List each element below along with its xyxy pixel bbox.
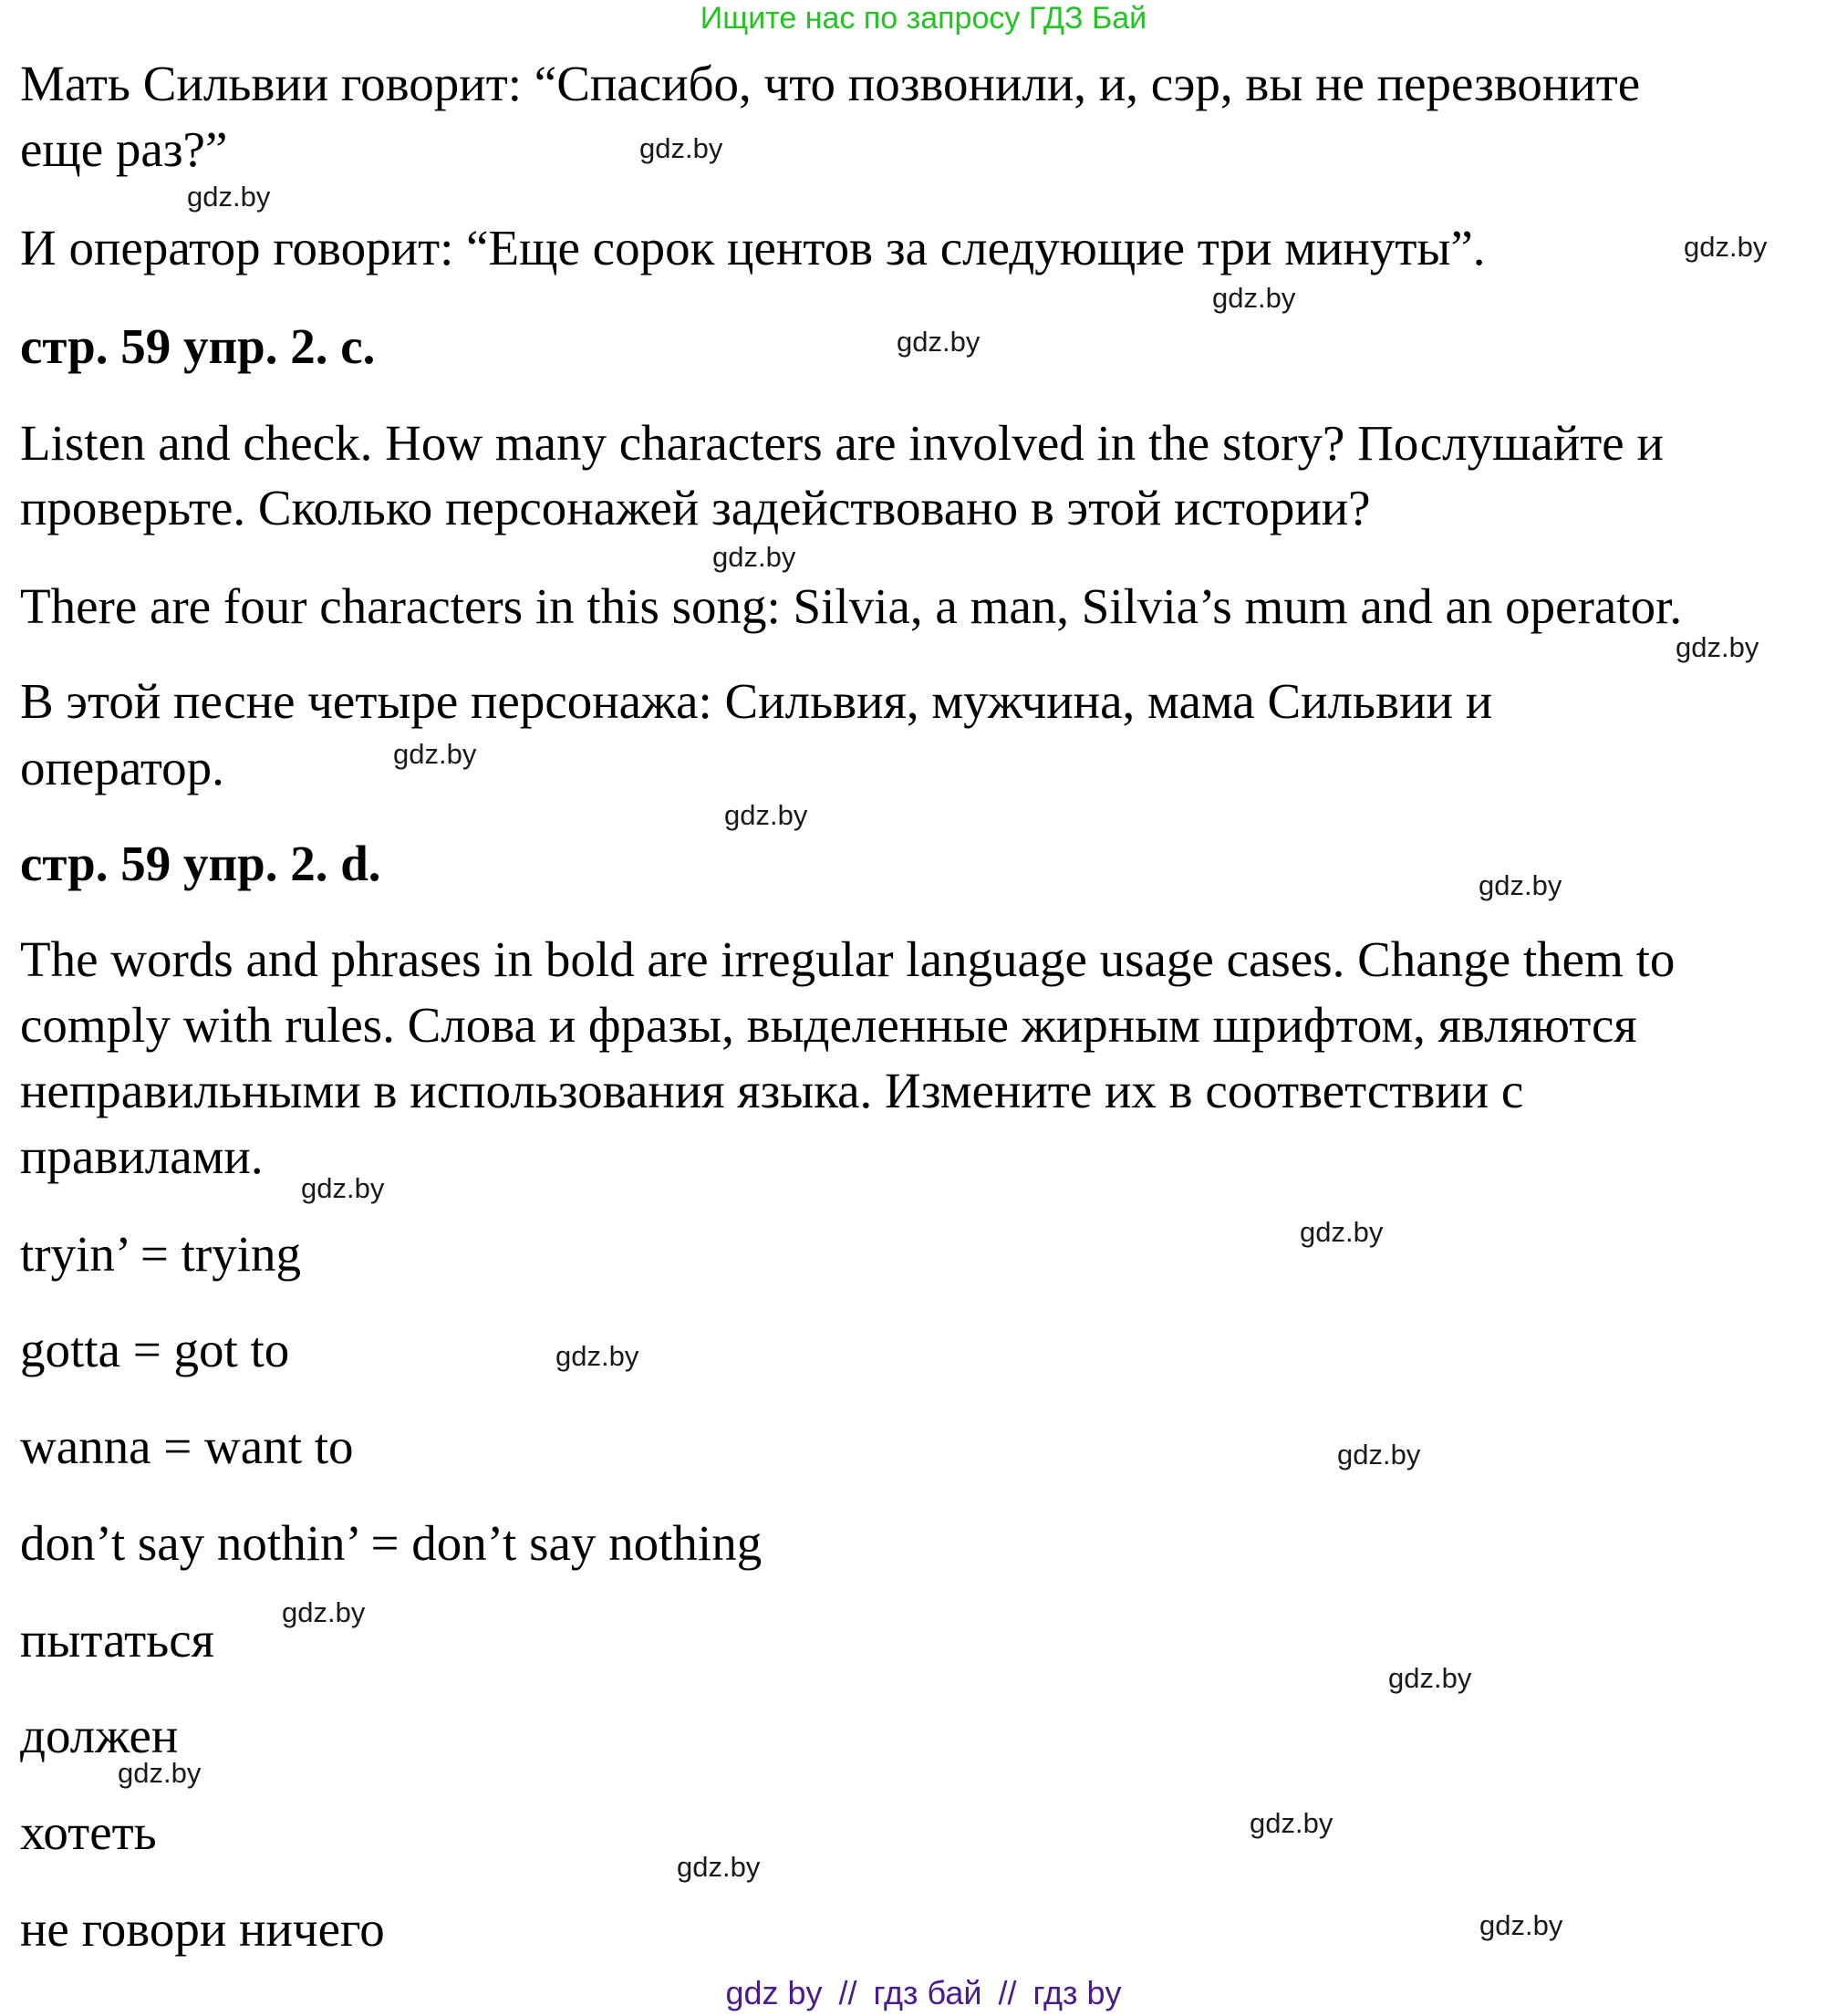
watermark: gdz.by xyxy=(1479,1909,1563,1941)
text-line: comply with rules. Слова и фразы, выделенные жирным шрифтом, являются xyxy=(20,997,1637,1053)
text-line: И оператор говорит: “Еще сорок центов за следующие три минуты”. xyxy=(20,220,1486,275)
footer-part: gdz by xyxy=(725,1974,823,2011)
watermark: gdz.by xyxy=(555,1340,639,1372)
watermark: gdz.by xyxy=(1337,1439,1421,1470)
text-line: В этой песне четыре персонажа: Сильвия, мужчина, мама Сильвии и xyxy=(20,673,1493,729)
watermark: gdz.by xyxy=(187,181,271,213)
top-banner: Ищите нас по запросу ГДЗ Бай xyxy=(700,1,1147,36)
answer-line: gotta = got to xyxy=(20,1322,290,1377)
answer-line: don’t say nothin’ = don’t say nothing xyxy=(20,1515,763,1571)
text-line: оператор. xyxy=(20,740,224,795)
answer-line: должен xyxy=(20,1708,179,1763)
watermark: gdz.by xyxy=(1684,231,1768,263)
watermark: gdz.by xyxy=(724,799,808,831)
footer-separator: // xyxy=(838,1974,857,2011)
watermark: gdz.by xyxy=(1479,869,1562,901)
text-line: The words and phrases in bold are irregular language usage cases. Change them to xyxy=(20,931,1676,987)
footer-separator: // xyxy=(998,1974,1017,2011)
text-line: неправильными в использования языка. Измените их в соответствии с xyxy=(20,1063,1524,1118)
text-line: правилами. xyxy=(20,1128,264,1184)
watermark: gdz.by xyxy=(1250,1807,1333,1839)
footer xyxy=(0,1975,1847,2011)
watermark: gdz.by xyxy=(712,541,796,573)
footer-part: гдз бай xyxy=(873,1974,982,2011)
watermark: gdz.by xyxy=(677,1851,761,1883)
answer-line: wanna = want to xyxy=(20,1418,354,1474)
watermark: gdz.by xyxy=(1676,631,1759,663)
watermark: gdz.by xyxy=(393,738,477,770)
answer-line: tryin’ = trying xyxy=(20,1226,302,1282)
watermark: gdz.by xyxy=(897,326,981,358)
watermark: gdz.by xyxy=(118,1757,202,1789)
watermark: gdz.by xyxy=(301,1172,385,1204)
section-heading: стр. 59 упр. 2. d. xyxy=(20,836,381,891)
answer-line: хотеть xyxy=(20,1804,157,1860)
footer-part: гдз by xyxy=(1032,1974,1122,2011)
section-heading: стр. 59 упр. 2. c. xyxy=(20,318,376,374)
text-line: еще раз?” xyxy=(20,121,228,177)
watermark: gdz.by xyxy=(1388,1662,1472,1694)
watermark: gdz.by xyxy=(1212,282,1296,314)
watermark: gdz.by xyxy=(282,1596,366,1628)
watermark: gdz.by xyxy=(639,132,723,164)
text-line: There are four characters in this song: Silvia, a man, Silvia’s mum and an operator. xyxy=(20,578,1683,634)
text-line: Listen and check. How many characters are involved in the story? Послушайте и xyxy=(20,415,1664,471)
text-line: Мать Сильвии говорит: “Спасибо, что позвонили, и, сэр, вы не перезвоните xyxy=(20,56,1641,111)
answer-line: пытаться xyxy=(20,1612,214,1668)
answer-line: не говори ничего xyxy=(20,1901,385,1957)
watermark: gdz.by xyxy=(1300,1216,1384,1248)
text-line: проверьте. Сколько персонажей задействовано в этой истории? xyxy=(20,480,1371,535)
